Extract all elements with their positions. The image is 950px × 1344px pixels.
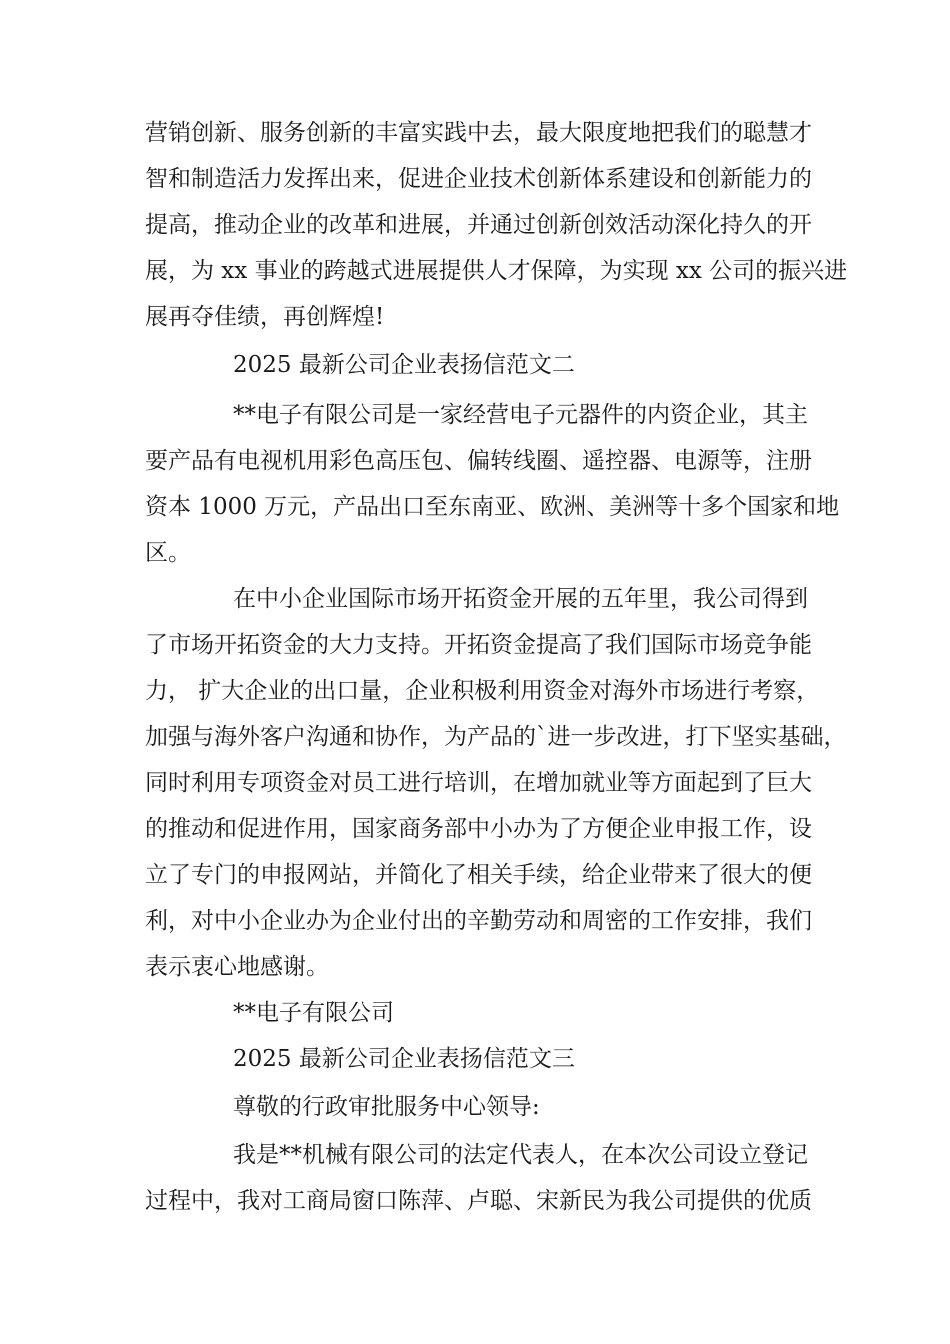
signature-line: **电子有限公司 [233,1000,394,1026]
body-line: 利，对中小企业办为企业付出的辛勤劳动和周密的工作安排，我们 [145,908,812,934]
body-line: 过程中，我对工商局窗口陈萍、卢聪、宋新民为我公司提供的优质 [145,1188,812,1214]
salutation: 尊敬的行政审批服务中心领导: [233,1094,540,1120]
section-heading: 2025 最新公司企业表扬信范文三 [233,1046,575,1072]
body-line: 力， 扩大企业的出口量，企业积极利用资金对海外市场进行考察， [145,678,820,704]
body-line: 展再夺佳绩，再创辉煌! [145,304,385,330]
body-line: 在中小企业国际市场开拓资金开展的五年里，我公司得到 [233,586,808,612]
body-line: 要产品有电视机用彩色高压包、偏转线圈、遥控器、电源等，注册 [145,448,812,474]
body-line: 提高，推动企业的改革和进展，并通过创新创效活动深化持久的开 [145,212,812,238]
body-line: 智和制造活力发挥出来，促进企业技术创新体系建设和创新能力的 [145,166,812,192]
body-line: 我是**机械有限公司的法定代表人，在本次公司设立登记 [233,1142,808,1168]
body-line: 表示衷心地感谢。 [145,954,329,980]
body-line: 同时利用专项资金对员工进行培训，在增加就业等方面起到了巨大 [145,770,812,796]
body-line: 展，为 xx 事业的跨越式进展提供人才保障，为实现 xx 公司的振兴进 [145,258,848,284]
body-line: 了市场开拓资金的大力支持。开拓资金提高了我们国际市场竞争能 [145,632,812,658]
section-heading: 2025 最新公司企业表扬信范文二 [233,352,575,378]
body-line: 区。 [145,540,191,566]
body-line: 加强与海外客户沟通和协作，为产品的`进一步改进，打下坚实基础， [145,724,847,750]
body-line: 营销创新、服务创新的丰富实践中去，最大限度地把我们的聪慧才 [145,120,812,146]
body-line: 资本 1000 万元，产品出口至东南亚、欧洲、美洲等十多个国家和地 [145,494,840,520]
body-line: 立了专门的申报网站，并简化了相关手续，给企业带来了很大的便 [145,862,812,888]
body-line: **电子有限公司是一家经营电子元器件的内资企业，其主 [233,402,808,428]
body-line: 的推动和促进作用，国家商务部中小办为了方便企业申报工作，设 [145,816,812,842]
